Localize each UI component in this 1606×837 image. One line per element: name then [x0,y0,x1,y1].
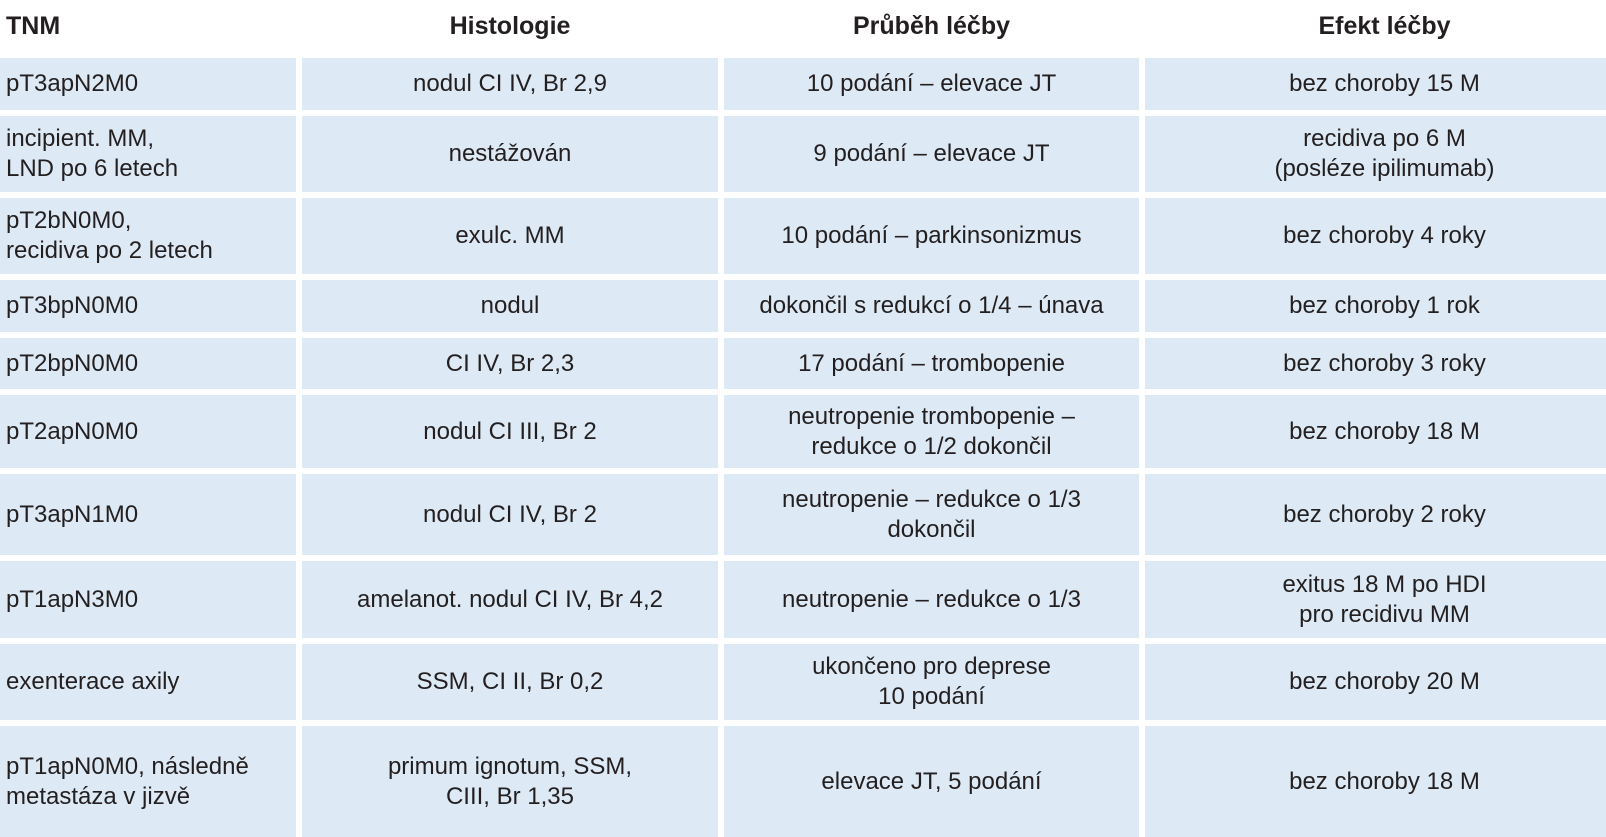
cell-text: 9 podání – elevace JT [813,140,1050,167]
cell-text: amelanot. nodul CI IV, Br 4,2 [357,585,663,613]
table-cell [724,58,1139,110]
cell-text: bez choroby 20 M [1289,668,1480,695]
table-cell [724,726,1139,837]
table-cell [724,561,1139,638]
table-cell [1145,726,1606,837]
table-cell [302,561,718,638]
table-cell [1145,58,1606,110]
table-cell [302,395,718,468]
cell-text: elevace JT, 5 podání [821,767,1042,795]
table-cell [0,644,296,720]
cell-text: bez choroby 4 roky [1283,222,1486,249]
table-cell [1145,474,1606,555]
table-cell [302,644,718,720]
table-cell [724,198,1139,274]
cell-text: nodul [480,292,540,319]
header-histologie [302,0,718,52]
table-cell [0,474,296,555]
cell-text: SSM, CI II, Br 0,2 [416,668,604,695]
header-prubeh-lecby [724,0,1139,52]
cell-text: nodul CI IV, Br 2,9 [413,70,607,97]
cell-text: pT2apN0M0 [6,417,139,445]
table-cell [1145,338,1606,389]
cell-text: nodul CI III, Br 2 [423,417,597,445]
table-cell [0,338,296,389]
table-cell [302,58,718,110]
table-cell [724,474,1139,555]
cell-text: incipient. MM, LND po 6 letech [6,125,179,182]
header-histologie-label: Histologie [449,11,571,40]
header-efekt-label: Efekt léčby [1318,11,1451,40]
header-prubeh-label: Průběh léčby [853,11,1010,40]
cell-text: dokončil s redukcí o 1/4 – únava [759,292,1104,319]
cell-text: ukončeno pro deprese 10 podání [812,653,1051,710]
cell-text: nestážován [448,140,572,167]
cell-text: 10 podání – parkinsonizmus [781,222,1082,249]
table-cell [0,726,296,837]
header-tnm-label: TNM [6,11,61,40]
table-cell [302,338,718,389]
cell-text: neutropenie trombopenie – redukce o 1/2 dokončil [788,402,1075,460]
table-cell [1145,116,1606,192]
cell-text: bez choroby 15 M [1289,70,1480,97]
cell-text: pT3apN1M0 [6,500,139,528]
table-cell [1145,644,1606,720]
header-tnm [0,0,296,52]
cell-text: primum ignotum, SSM, CIII, Br 1,35 [387,752,633,810]
cell-text: pT1apN0M0, následně metastáza v jizvě [6,752,249,810]
cell-text: pT3bpN0M0 [6,292,139,319]
cell-text: neutropenie – redukce o 1/3 dokončil [782,485,1081,543]
table-cell [724,338,1139,389]
table-cell [0,395,296,468]
table-cell [724,280,1139,332]
table-cell [0,280,296,332]
cell-text: pT3apN2M0 [6,70,139,97]
header-efekt-lecby [1145,0,1606,52]
cell-text: bez choroby 18 M [1289,417,1480,445]
table-cell [724,644,1139,720]
cell-text: 17 podání – trombopenie [798,349,1065,377]
table-cell [724,116,1139,192]
cell-text: bez choroby 2 roky [1283,500,1486,528]
cell-text: bez choroby 3 roky [1283,349,1486,377]
table-cell [1145,280,1606,332]
cell-text: 10 podání – elevace JT [806,70,1057,97]
table-cell [302,198,718,274]
cell-text: bez choroby 18 M [1289,767,1480,795]
table-cell [1145,198,1606,274]
table-cell [302,726,718,837]
cell-text: pT2bpN0M0 [6,349,139,377]
table-cell [302,116,718,192]
cell-text: pT1apN3M0 [6,585,139,613]
table-cell [302,474,718,555]
cell-text: exulc. MM [455,222,565,249]
cell-text: exitus 18 M po HDI pro recidivu MM [1282,570,1487,628]
cell-text: exenterace axily [6,668,180,695]
cell-text: CI IV, Br 2,3 [445,349,575,377]
table-cell [0,198,296,274]
cell-text: neutropenie – redukce o 1/3 [782,585,1081,613]
cell-text: nodul CI IV, Br 2 [423,500,597,528]
cell-text: recidiva po 6 M (posléze ipilimumab) [1274,125,1495,182]
cell-text: pT2bN0M0, recidiva po 2 letech [6,207,213,264]
table-cell [724,395,1139,468]
table-cell [0,116,296,192]
table-cell [302,280,718,332]
table-cell [1145,395,1606,468]
table-cell [0,561,296,638]
cell-text: bez choroby 1 rok [1289,292,1480,319]
table-cell [1145,561,1606,638]
table-cell [0,58,296,110]
